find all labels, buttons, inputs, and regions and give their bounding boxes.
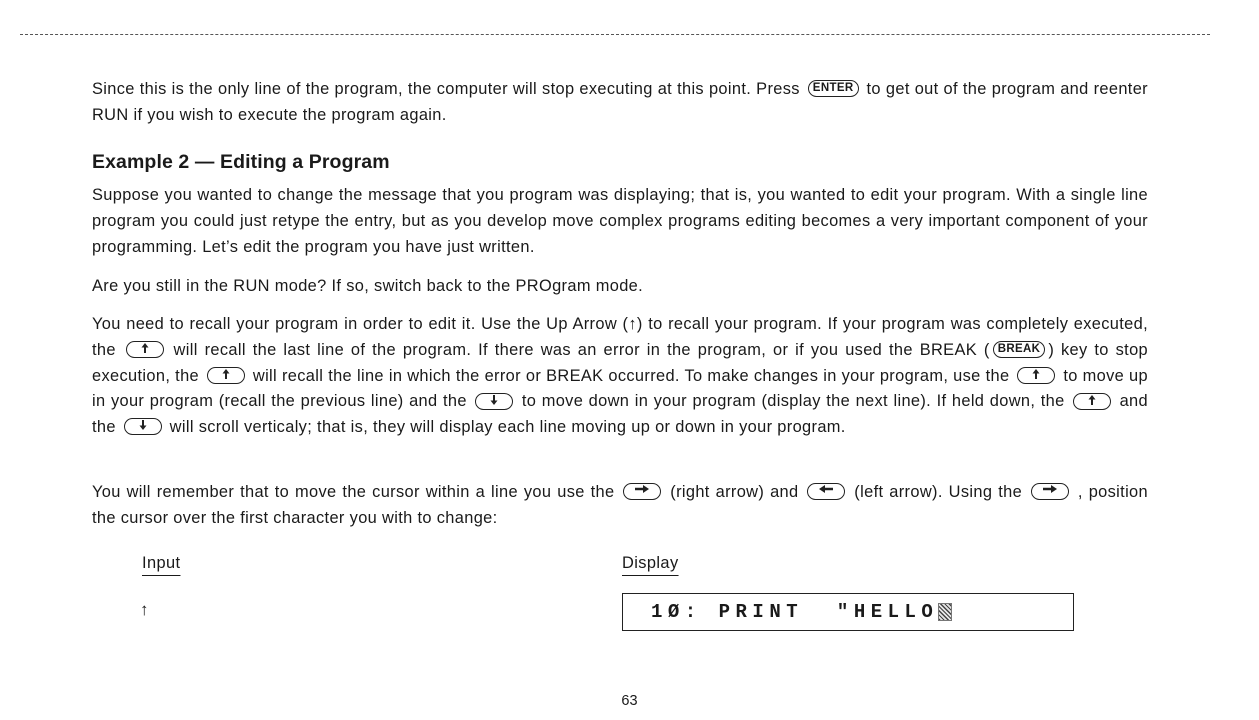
up-arrow-key-icon <box>126 341 164 358</box>
input-up-arrow: ↑ <box>140 600 149 619</box>
enter-key: ENTER <box>808 80 859 97</box>
page-number: 63 <box>621 693 638 709</box>
up-arrow-key-icon <box>1017 367 1055 384</box>
right-arrow-key-icon <box>623 483 661 500</box>
display-column-header: Display <box>622 554 679 572</box>
cursor-block-icon <box>938 603 952 621</box>
down-arrow-key-icon <box>124 418 162 435</box>
up-arrow-key-icon <box>1073 393 1111 410</box>
left-arrow-key-icon <box>807 483 845 500</box>
lcd-display <box>622 593 1074 631</box>
paragraph-recall-program: You need to recall your program in order to edit it. Use the Up Arrow (↑) to recall your program. If your program was completely executed, the will recall the last line of the program. If there was an error in the program, or if you used the BREAK ( BREAK ) key to stop execution, the will recall the line in which the error or BREAK occurred. To make changes in your program, use the to move up in your program (recall the previous line) and the to move down in your program (display the next line). If held down, the and the will scroll verticaly; that is, they will display each line moving up or down in your program. <box>92 315 1149 437</box>
top-dashed-rule <box>20 34 1210 35</box>
input-column-header: Input <box>142 554 181 572</box>
lcd-display-text: 1Ø: PRINT "HELLO <box>651 601 939 623</box>
break-key: BREAK <box>993 341 1046 358</box>
right-arrow-key-icon <box>1031 483 1069 500</box>
paragraph-run-mode: Are you still in the RUN mode? If so, switch back to the PROgram mode. <box>92 277 644 295</box>
up-arrow-key-icon <box>207 367 245 384</box>
down-arrow-key-icon <box>475 393 513 410</box>
paragraph-cursor-movement: You will remember that to move the cursor within a line you use the (right arrow) and (left arrow). Using the , position the cursor over the first character you with to change: <box>92 483 1148 527</box>
paragraph-editing-intro: Suppose you wanted to change the message that you program was displaying; that is, you wanted to edit your program. With a single line program you could just retype the entry, but as you develop move complex programs editing becomes a very important component of your programming. Let’s edit the program you have just written. <box>92 186 1148 256</box>
paragraph-exit-program: Since this is the only line of the program, the computer will stop executing at this point. Press ENTER to get out of the program and reenter RUN if you wish to execute the program again. <box>92 80 1148 124</box>
section-heading: Example 2 — Editing a Program <box>92 151 390 173</box>
